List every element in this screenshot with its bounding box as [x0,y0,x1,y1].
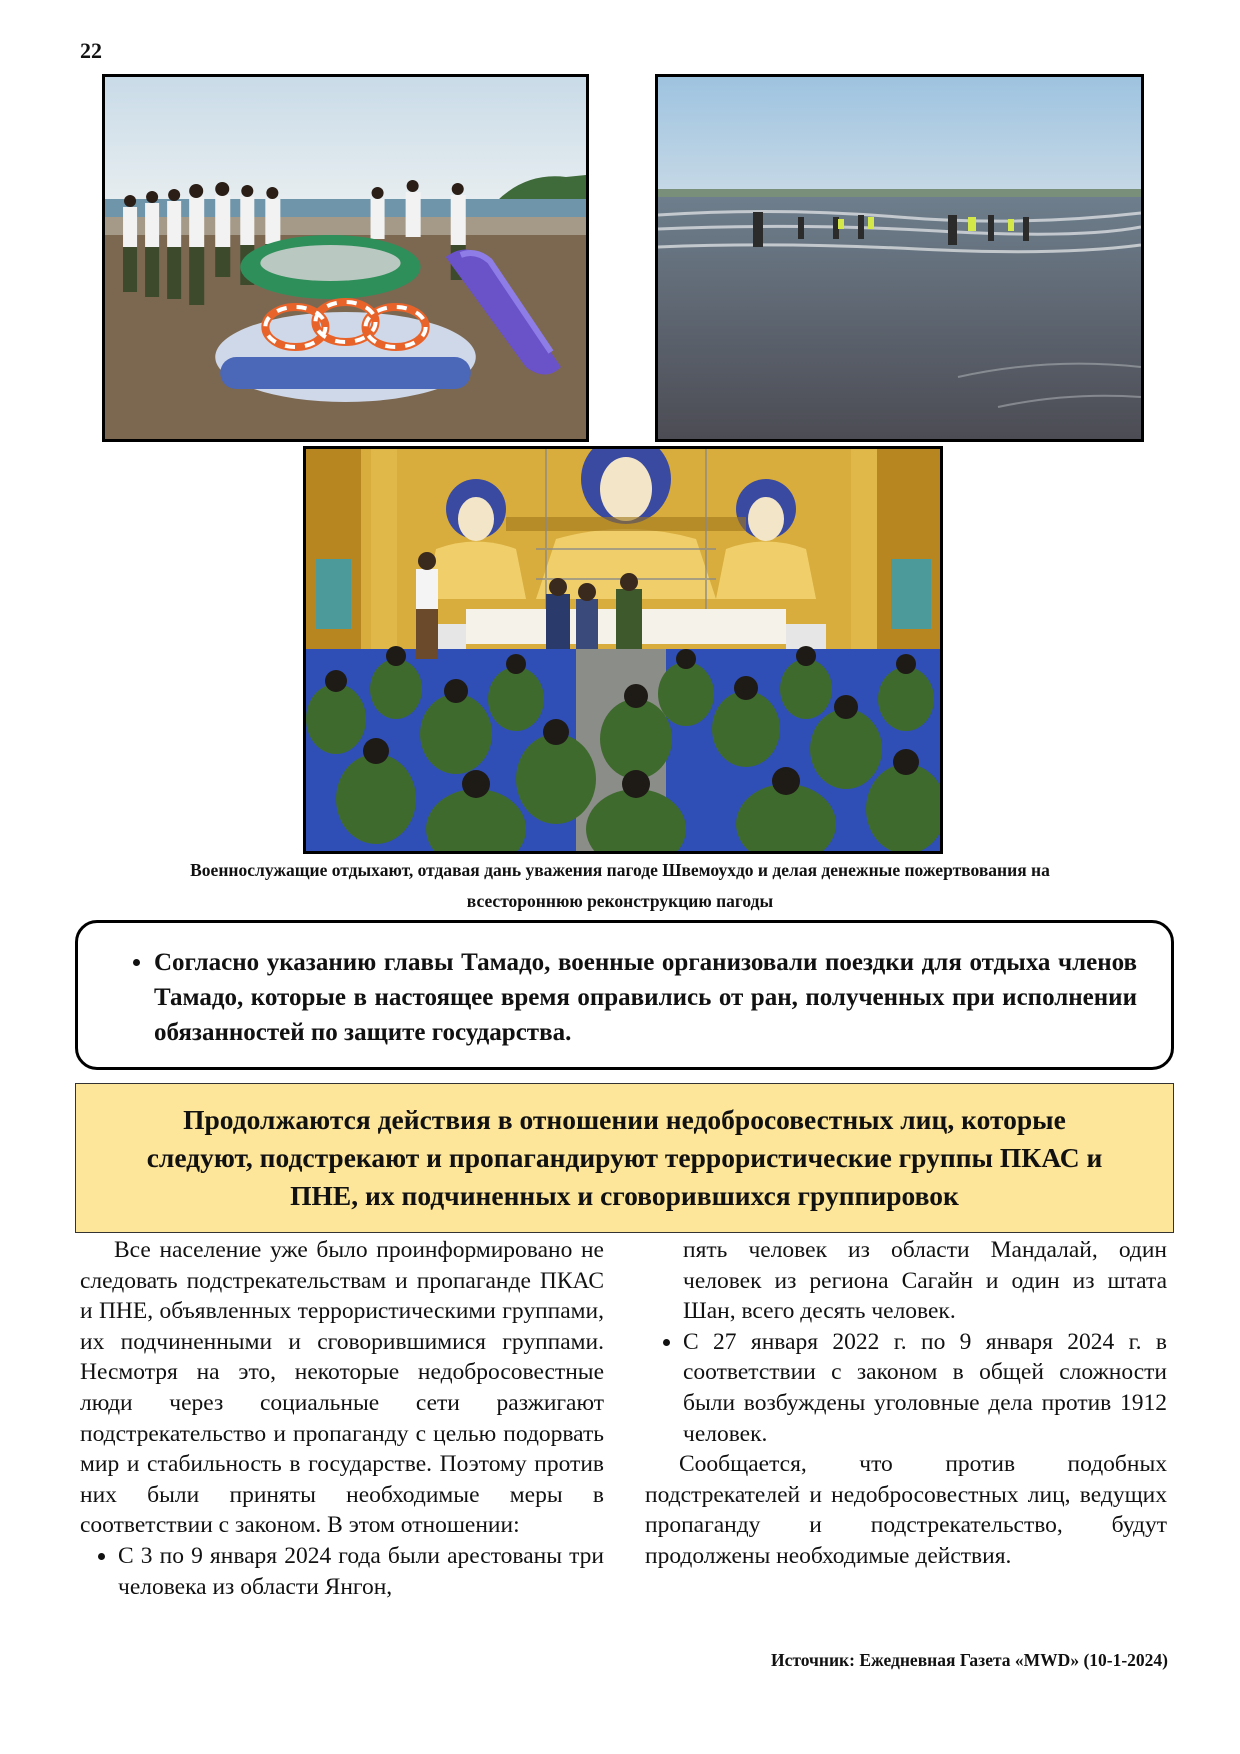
article-conclusion: Сообщается, что против подобных подстрекателей и недобросовестных лиц, ведущих пропаганду и подстрекательство, будут продолжены необходимые действия. [645,1451,1167,1569]
note-text: • Согласно указанию главы Тамадо, военные организовали поездки для отдыха членов Тамадо, которые в настоящее время оправились от ран, полученных при исполнении обязанностей по защите государства. [154,945,1137,1050]
headline: Продолжаются действия в отношении недобросовестных лиц, которые следуют, подстрекают и пропагандируют террористические группы ПКАС и ПНЕ, их подчиненных и сговорившихся группировок [146,1104,1103,1211]
article-column-right [645,1235,1167,1572]
photo-caption: Военнослужащие отдыхают, отдавая дань уважения пагоде Швемоухдо и делая денежные пожертвования на всестороннюю реконструкцию пагоды [190,860,1050,911]
beach-boats-photo [102,74,589,442]
headline-box [75,1083,1174,1233]
pagoda-ceremony-photo [303,446,943,854]
page-number: 22 [80,38,102,63]
bullet-criminal-cases: • С 27 января 2022 г. по 9 января 2024 г. в соответствии с законом в общей сложности были возбуждены уголовные дела против 1912 человек. [683,1327,1167,1449]
sea-photo [655,74,1144,442]
article-column-left [80,1235,604,1602]
source-credit: Источник: Ежедневная Газета «MWD» (10-1-2024) [770,1650,1168,1670]
bullet-arrests: • С 3 по 9 января 2024 года были арестованы три человека из области Янгон, [118,1541,604,1602]
article-intro: Все население уже было проинформировано не следовать подстрекательствам и пропаганде ПКАС и ПНЕ, объявленных террористическими группами, их подчиненными и сговорившимися группами. Несмотря на это, некоторые недобросовестные люди через социальные сети разжигают подстрекательство и пропаганду с целью подорвать мир и стабильность в государстве. Поэтому против них были приняты необходимые меры в соответствии с законом. В этом отношении: [80,1237,604,1539]
bullet-arrests-continued: пять человек из области Мандалай, один человек из региона Сагайн и один из штата Шан, всего десять человек. [683,1237,1167,1325]
note-box [75,920,1174,1070]
